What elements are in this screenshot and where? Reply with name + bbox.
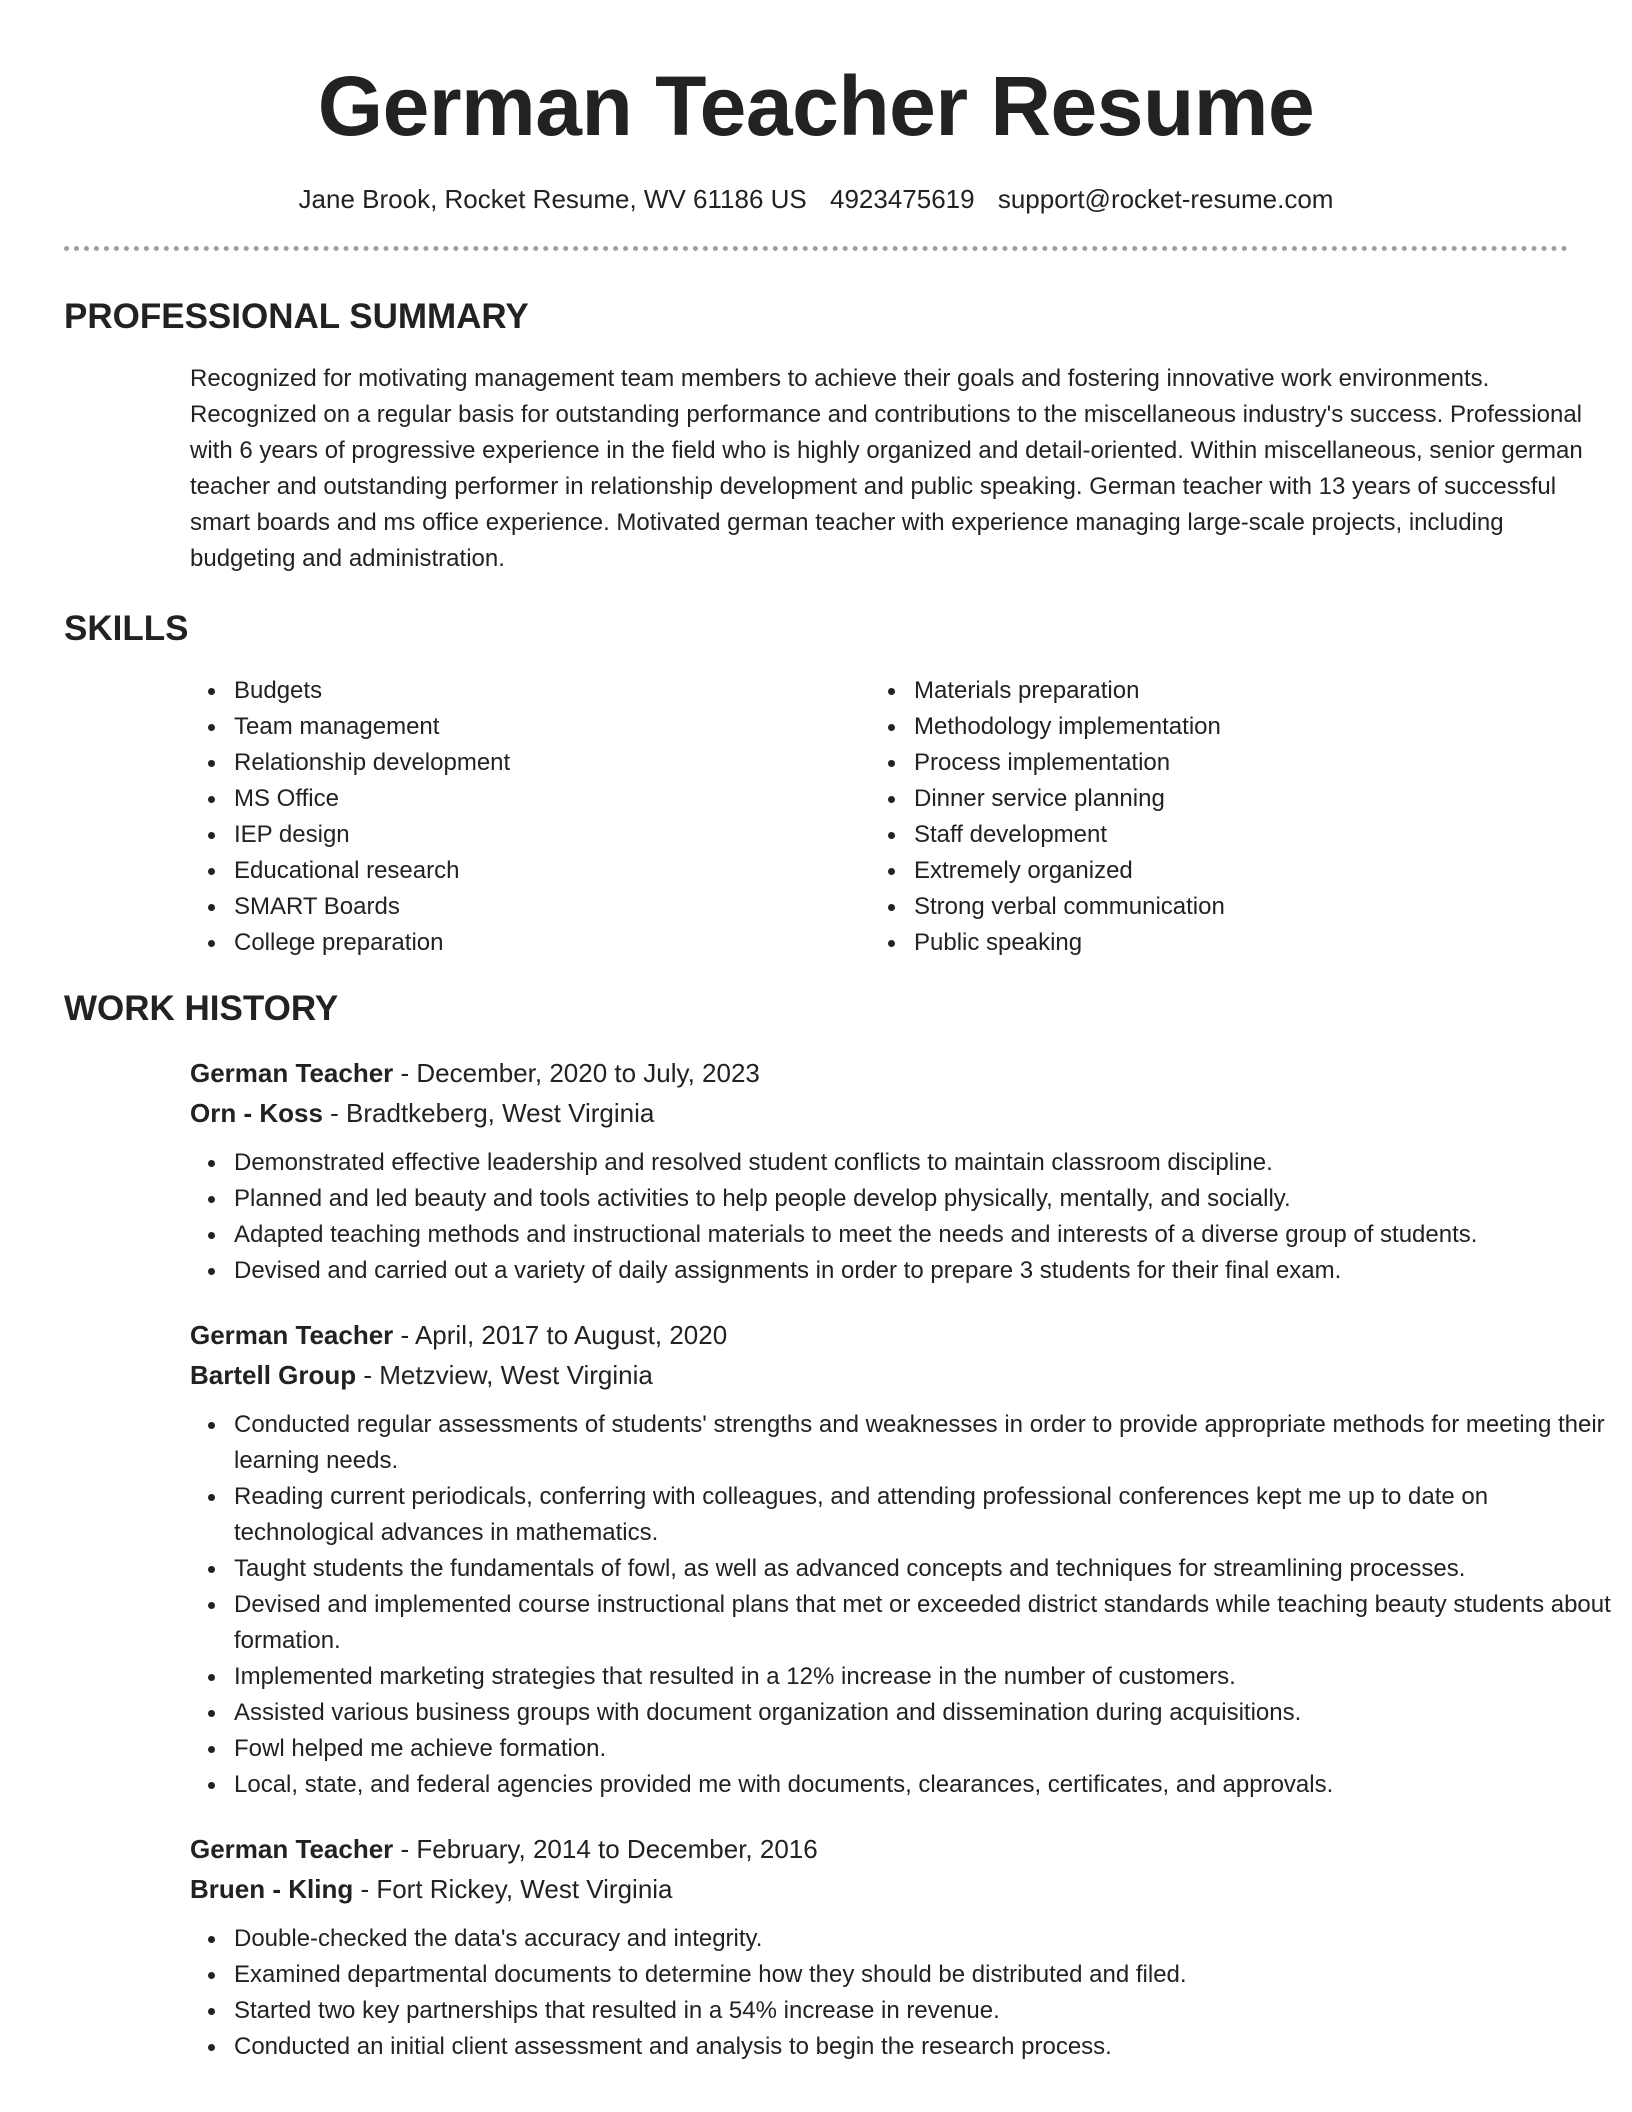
- summary-text: Recognized for motivating management team members to achieve their goals and fostering innovative work environments. Recognized on a regular basis for outstanding performance and contributions to the miscellaneous industry's success. Professional with 6 years of progressive experience in the field who is highly organized and detail-oriented. Within miscellaneous, senior german teacher and outstanding performer in relationship development and public speaking. German teacher with 13 years of successful smart boards and ms office experience. Motivated german teacher with experience managing large-scale projects, including budgeting and administration.: [190, 365, 1583, 572]
- job-bullet: Conducted regular assessments of students' strengths and weaknesses in order to provide appropriate methods for meeting their learning needs.: [234, 1407, 1614, 1479]
- skill-item: Public speaking: [914, 925, 1225, 961]
- header-divider: [64, 246, 1568, 251]
- job-bullet: Reading current periodicals, conferring with colleagues, and attending professional conferences kept me up to date on technological advances in mathematics.: [234, 1479, 1614, 1551]
- job-company-line: [190, 1093, 1568, 1133]
- job-location: - Bradtkeberg, West Virginia: [322, 1098, 655, 1128]
- job-title-line: [190, 1053, 1568, 1093]
- job-bullet: Conducted an initial client assessment and analysis to begin the research process.: [234, 2029, 1614, 2065]
- skills-list: [190, 673, 1570, 961]
- job-bullet: Planned and led beauty and tools activities to help people develop physically, mentally, and socially.: [234, 1181, 1614, 1217]
- skill-item: IEP design: [234, 817, 870, 853]
- skills-heading: SKILLS: [64, 609, 189, 648]
- job-dates: - April, 2017 to August, 2020: [393, 1320, 728, 1350]
- job-bullet: Demonstrated effective leadership and resolved student conflicts to maintain classroom discipline.: [234, 1145, 1614, 1181]
- job-title-line: [190, 1829, 1568, 1869]
- job-company: Bartell Group: [190, 1360, 357, 1390]
- job-bullet: Taught students the fundamentals of fowl, as well as advanced concepts and techniques for streamlining processes.: [234, 1551, 1614, 1587]
- job-title: German Teacher: [190, 1058, 394, 1088]
- skills-column-right: [870, 673, 1225, 961]
- job-company-line: [190, 1869, 1568, 1909]
- job-bullet: Fowl helped me achieve formation.: [234, 1731, 1614, 1767]
- skill-item: MS Office: [234, 781, 870, 817]
- job-company-line: [190, 1355, 1568, 1395]
- job-bullet: Started two key partnerships that resulted in a 54% increase in revenue.: [234, 1993, 1614, 2029]
- job-entry: [190, 1315, 1611, 1803]
- job-dates: - December, 2020 to July, 2023: [393, 1058, 760, 1088]
- job-entry: [190, 1053, 1568, 1289]
- skill-item: Strong verbal communication: [914, 889, 1225, 925]
- work-history-heading: WORK HISTORY: [64, 989, 339, 1028]
- resume-title: German Teacher Resume: [317, 59, 1315, 153]
- skill-item: College preparation: [234, 925, 870, 961]
- job-bullet: Implemented marketing strategies that resulted in a 12% increase in the number of customers.: [234, 1659, 1614, 1695]
- job-bullet: Examined departmental documents to determine how they should be distributed and filed.: [234, 1957, 1614, 1993]
- skill-item: Relationship development: [234, 745, 870, 781]
- skill-item: SMART Boards: [234, 889, 870, 925]
- job-title: German Teacher: [190, 1834, 394, 1864]
- job-bullets: [190, 1921, 1614, 2065]
- skill-item: Dinner service planning: [914, 781, 1225, 817]
- job-company: Bruen - Kling: [190, 1874, 354, 1904]
- skills-column-left: [190, 673, 870, 961]
- skill-item: Materials preparation: [914, 673, 1225, 709]
- job-bullet: Adapted teaching methods and instructional materials to meet the needs and interests of a diverse group of students.: [234, 1217, 1614, 1253]
- contact-phone: 4923475619: [829, 184, 975, 214]
- summary-heading: PROFESSIONAL SUMMARY: [64, 297, 529, 336]
- job-location: - Fort Rickey, West Virginia: [353, 1874, 673, 1904]
- job-bullet: Assisted various business groups with document organization and dissemination during acquisitions.: [234, 1695, 1614, 1731]
- job-entry: [190, 1829, 1568, 2065]
- skill-item: Educational research: [234, 853, 870, 889]
- skill-item: Staff development: [914, 817, 1225, 853]
- job-bullet: Devised and implemented course instructional plans that met or exceeded district standards while teaching beauty students about formation.: [234, 1587, 1614, 1659]
- skill-item: Extremely organized: [914, 853, 1225, 889]
- contact-email: support@rocket-resume.com: [997, 184, 1334, 214]
- job-bullet: Devised and carried out a variety of daily assignments in order to prepare 3 students for their final exam.: [234, 1253, 1614, 1289]
- skill-item: Team management: [234, 709, 870, 745]
- job-title: German Teacher: [190, 1320, 394, 1350]
- job-bullets: [190, 1407, 1614, 1803]
- job-location: - Metzview, West Virginia: [356, 1360, 653, 1390]
- contact-address: Jane Brook, Rocket Resume, WV 61186 US: [298, 184, 807, 214]
- job-bullet: Double-checked the data's accuracy and integrity.: [234, 1921, 1614, 1957]
- job-bullet: Local, state, and federal agencies provided me with documents, clearances, certificates, and approvals.: [234, 1767, 1614, 1803]
- job-title-line: [190, 1315, 1568, 1355]
- job-company: Orn - Koss: [190, 1098, 323, 1128]
- skill-item: Process implementation: [914, 745, 1225, 781]
- job-dates: - February, 2014 to December, 2016: [393, 1834, 818, 1864]
- skill-item: Methodology implementation: [914, 709, 1225, 745]
- skill-item: Budgets: [234, 673, 870, 709]
- contact-line: [64, 182, 1568, 216]
- job-bullets: [190, 1145, 1614, 1289]
